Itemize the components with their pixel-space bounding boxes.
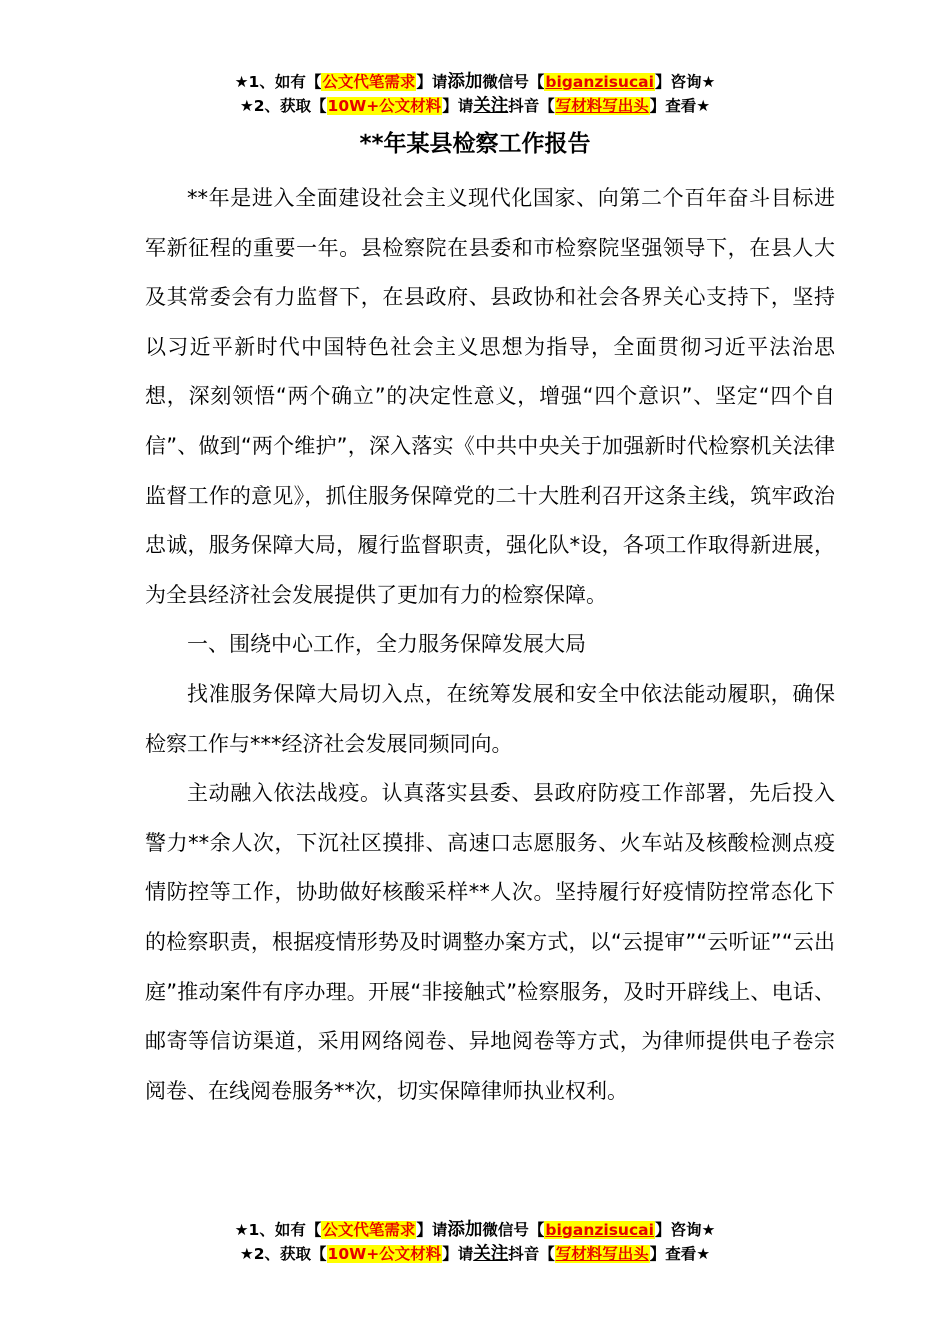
highlight-service: 公文代笔需求 xyxy=(322,73,416,91)
highlight-douyin-account: 写材料写出头 xyxy=(555,97,649,115)
paragraph-epidemic-prevention: 主动融入依法战疫。认真落实县委、县政府防疫工作部署，先后投入警力**余人次，下沉社区摸排、高速口志愿服务、火车站及核酸检测点疫情防控等工作，协助做好核酸采样**人次。坚持履行好疫情防控常态化下的检察职责，根据疫情形势及时调整办案方式，以“云提审”“云听证”“云出庭”推动案件有序办理。开展“非接触式”检察服务，及时开辟线上、电话、邮寄等信访渠道，采用网络阅卷、异地阅卷等方式，为律师提供电子卷宗阅卷、在线阅卷服务**次，切实保障律师执业权利。 xyxy=(145,781,835,1103)
promo-line-2: ★2、获取【10W+公文材料】请关注抖音【写材料写出头】查看★ xyxy=(239,96,711,116)
highlight-service: 公文代笔需求 xyxy=(322,1221,416,1239)
document-title: **年某县检察工作报告 xyxy=(359,131,591,157)
highlight-materials: 10W+公文材料 xyxy=(327,1245,442,1263)
highlight-douyin-account: 写材料写出头 xyxy=(555,1245,649,1263)
promo-line-1: ★1、如有【公文代笔需求】请添加微信号【biganzisucai】咨询★ xyxy=(234,72,716,92)
paragraph-intro: **年是进入全面建设社会主义现代化国家、向第二个百年奋斗目标进军新征程的重要一年。县检察院在县委和市检察院坚强领导下，在县人大及其常委会有力监督下，在县政府、县政协和社会各界关心支持下，坚持以习近平新时代中国特色社会主义思想为指导，全面贯彻习近平法治思想，深刻领悟“两个确立”的决定性意义，增强“四个意识”、坚定“四个自信”、做到“两个维护”，深入落实《中共中央关于加强新时代检察机关法律监督工作的意见》，抓住服务保障党的二十大胜利召开这条主线，筑牢政治忠诚，服务保障大局，履行监督职责，强化队*设，各项工作取得新进展，为全县经济社会发展提供了更加有力的检察保障。 xyxy=(145,186,835,607)
promo-line-1: ★1、如有【公文代笔需求】请添加微信号【biganzisucai】咨询★ xyxy=(234,1220,716,1240)
promo-banner-top xyxy=(0,70,950,118)
promo-banner-bottom xyxy=(0,1218,950,1266)
document-body xyxy=(145,174,835,1116)
promo-line-2: ★2、获取【10W+公文材料】请关注抖音【写材料写出头】查看★ xyxy=(239,1244,711,1264)
highlight-materials: 10W+公文材料 xyxy=(327,97,442,115)
section-heading-1: 一、围绕中心工作，全力服务保障发展大局 xyxy=(187,632,586,657)
highlight-wechat-id: biganzisucai xyxy=(545,73,654,91)
highlight-wechat-id: biganzisucai xyxy=(545,1221,654,1239)
paragraph-section-1-intro: 找准服务保障大局切入点，在统筹发展和安全中依法能动履职，确保检察工作与***经济社会发展同频同向。 xyxy=(145,681,835,756)
